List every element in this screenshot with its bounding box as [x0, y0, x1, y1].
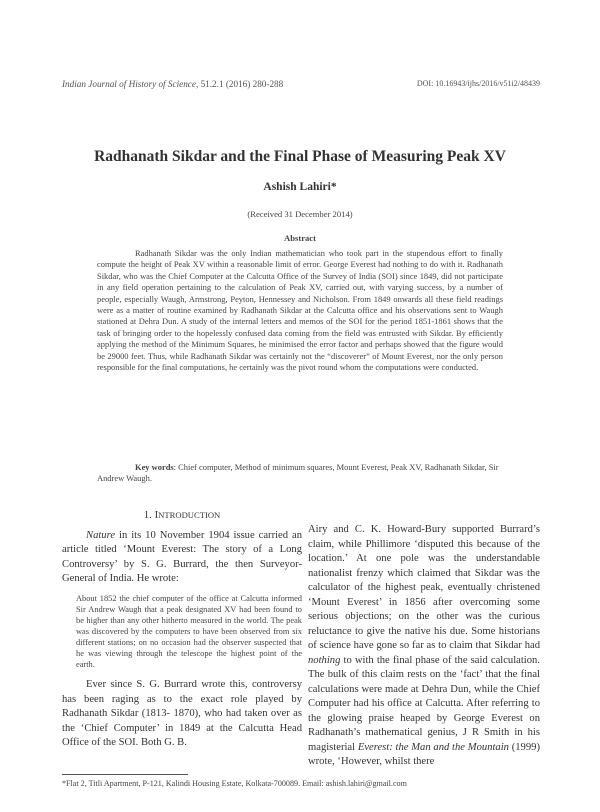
- block-quote: About 1852 the chief computer of the office at Calcutta informed Sir Andrew Waugh that a peak designated XV had been found to be higher than any other hitherto measured in the world. The peak was discovered by the computers to have been observed from six different stations; on no occasion had the observer suspected that he was viewing through the telescope the highest point of the earth.: [76, 593, 302, 670]
- right-text-2: to with the final phase of the said calculation. The bulk of this claim rests on the ‘fact’ that the final calculations were made at Dehra Dun, while the Chief Computer had his office at Calcutta. After referring to the glowing praise heaped by George Everest on Radhanath’s mathematical genius, J R Smith in his magisterial: [308, 654, 540, 753]
- footnote-rule: [62, 774, 188, 775]
- author-name: Ashish Lahiri*: [263, 181, 337, 193]
- right-italic-1: nothing: [308, 654, 341, 666]
- second-paragraph: Ever since S. G. Burrard wrote this, controversy has been raging as to the exact role played by Radhanath Sikdar (1813- 1870), who had taken over as the ‘Chief Computer’ in 1849 at the Calcutta Head Office of the SOI. Both G. B.: [62, 679, 302, 749]
- book-title: Everest: the Man and the Mountain: [357, 741, 509, 753]
- received-date: (Received 31 December 2014): [247, 209, 353, 219]
- abstract-heading: Abstract: [284, 233, 316, 243]
- right-text-1: Airy and C. K. Howard-Bury supported Burrard’s claim, while Phillimore ‘disputed this because of the location.’ At one pole was the understandable nationalist frenzy which claimed that Sikdar was the calculator of the highest peak, eventually christened ‘Mount Everest’ in 1856 after overcoming some serious objections; on the other was the curious reluctance to give the native his due. Some historians of science have gone so far as to claim that Sikdar had: [308, 524, 540, 651]
- section-heading: [62, 508, 302, 523]
- footnote: *Flat 2, Titli Apartment, P-121, Kalindi Housing Estate, Kolkata-700089. Email: ashish.lahiri@gmail.com: [62, 779, 407, 788]
- left-column: [62, 508, 302, 751]
- journal-name: Indian Journal of History of Science,: [62, 79, 199, 89]
- keywords-list: : Chief computer, Method of minimum squares, Mount Everest, Peak XV, Radhanath Sikdar, Sir Andrew Waugh.: [97, 462, 499, 484]
- paper-title: Radhanath Sikdar and the Final Phase of Measuring Peak XV: [94, 148, 506, 165]
- right-text-3: (1999) wrote, ‘However, whilst there: [308, 741, 540, 767]
- keywords-label: Key words: [135, 462, 174, 472]
- intro-paragraph: [62, 529, 302, 587]
- abstract-text: Radhanath Sikdar was the only Indian mathematician who took part in the stupendous effort to finally compute the height of Peak XV within a reasonable limit of error. George Everest had nothing to do with it. Radhanath Sikdar, who was the Chief Computer at the Calcutta Office of the Survey of India (SOI) since 1849, did not participate in any field operation pertaining to the calculation of Peak XV, carried out, with varying success, by a number of people, especially Waugh, Armstrong, Peyton, Hennessey and Nicholson. From 1849 onwards all these field readings were as a matter of routine examined by Radhanath Sikdar at the Calcutta office and his observations sent to Waugh stationed at Dehra Dun. A study of the internal letters and memos of the SOI for the period 1851-1861 shows that the task of bringing order to the hopelessly confused data coming from the field was entrusted with Sikdar. By efficiently applying the method of the Minimum Squares, he minimised the error factor and perhaps showed that the figure would be 29000 feet. Thus, while Radhanath Sikdar was certainly not the “discoverer” of Mount Everest, nor the only person responsible for the final computations, he certainly was the pivot round whom the computations were conducted.: [97, 248, 503, 373]
- journal-citation: [62, 79, 283, 89]
- keywords: [97, 462, 503, 485]
- section-number: 1. I: [143, 509, 159, 521]
- section-title: NTRODUCTION: [158, 510, 221, 520]
- nature-journal: Nature: [86, 529, 116, 541]
- doi[interactable]: DOI: 10.16943/ijhs/2016/v51i2/48439: [416, 79, 540, 88]
- journal-issue: 51.2.1 (2016) 280-288: [200, 79, 284, 89]
- intro-paragraph-text: in its 10 November 1904 issue carried an article titled ‘Mount Everest: The story of a Long Controversy’ by S. G. Burrard, the then Surveyor-General of India. He wrote:: [62, 529, 302, 584]
- right-column: [308, 523, 540, 770]
- right-paragraph: [308, 523, 540, 770]
